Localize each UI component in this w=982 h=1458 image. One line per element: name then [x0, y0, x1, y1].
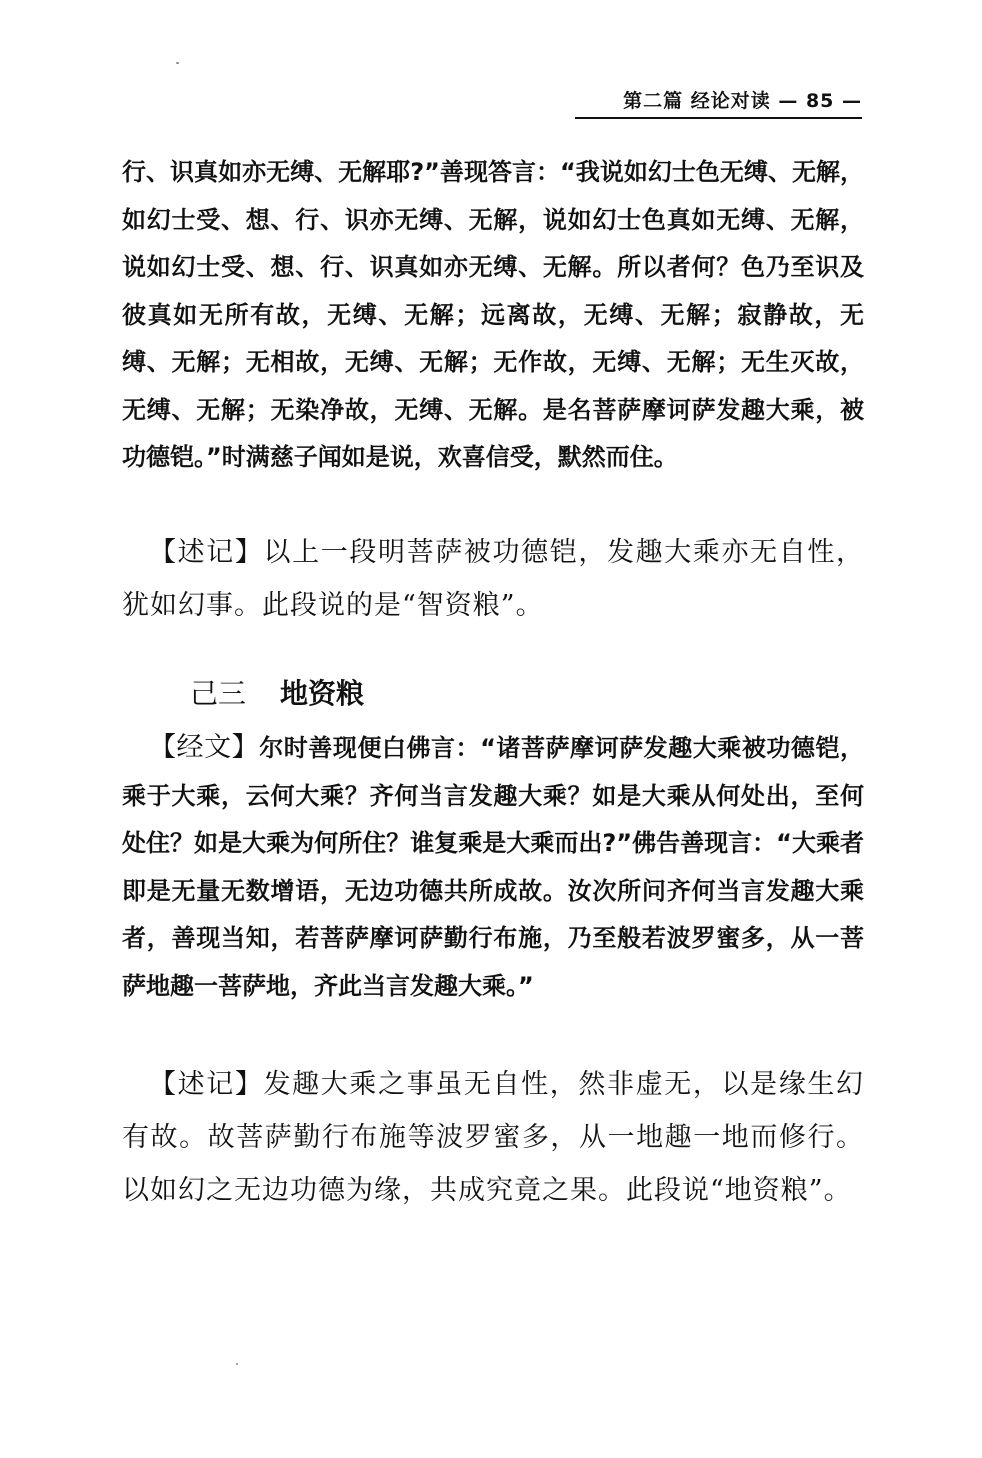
sutra-passage-1: [122, 149, 864, 482]
commentary-label-1: 【述记】: [149, 537, 264, 568]
section-title: 地资粮: [280, 677, 365, 710]
sutra-text-2: 尔时善现便白佛言：“诸菩萨摩诃萨发趣大乘被功德铠，乘于大乘，云何大乘？齐何当言发趣大乘？如是大乘从何处出，至何处住？如是大乘为何所住？谁复乘是大乘而出?”佛告善现言：“大乘者即是无量无数增语，无边功德共所成故。汝次所问齐何当言发趣大乘者，善现当知，若菩萨摩诃萨勤行布施，乃至般若波罗蜜多，从一菩萨地趣一菩萨地，齐此当言发趣大乘。”: [122, 734, 865, 1000]
commentary-passage-2: [122, 1058, 864, 1217]
scan-speck: [176, 62, 179, 64]
commentary-passage-1: [122, 526, 864, 632]
scan-speck: [236, 1363, 238, 1365]
section-heading: [190, 672, 364, 712]
running-head: 第二篇 经论对读 — 85 —: [623, 90, 862, 112]
sutra-label-2: 【经文】: [149, 732, 260, 763]
section-number: 己三: [190, 677, 247, 710]
sutra-text-1: 行、识真如亦无缚、无解耶?”善现答言：“我说如幻士色无缚、无解，如幻士受、想、行、识亦无缚、无解，说如幻士色真如无缚、无解，说如幻士受、想、行、识真如亦无缚、无解。所以者何？色乃至识及彼真如无所有故，无缚、无解；远离故，无缚、无解；寂静故，无缚、无解；无相故，无缚、无解；无作故，无缚、无解；无生灭故，无缚、无解；无染净故，无缚、无解。是名菩萨摩诃萨发趣大乘，被功德铠。”时满慈子闻如是说，欢喜信受，默然而住。: [122, 158, 864, 471]
commentary-text-1: 以上一段明菩萨被功德铠，发趣大乘亦无自性，犹如幻事。此段说的是“智资粮”。: [122, 537, 864, 621]
commentary-text-2: 发趣大乘之事虽无自性，然非虚无，以是缘生幻有故。故菩萨勤行布施等波罗蜜多，从一地趣一地而修行。以如幻之无边功德为缘，共成究竟之果。此段说“地资粮”。: [122, 1069, 864, 1206]
commentary-label-2: 【述记】: [149, 1069, 264, 1100]
header-rule: [575, 117, 862, 119]
sutra-passage-2: [122, 724, 864, 1010]
